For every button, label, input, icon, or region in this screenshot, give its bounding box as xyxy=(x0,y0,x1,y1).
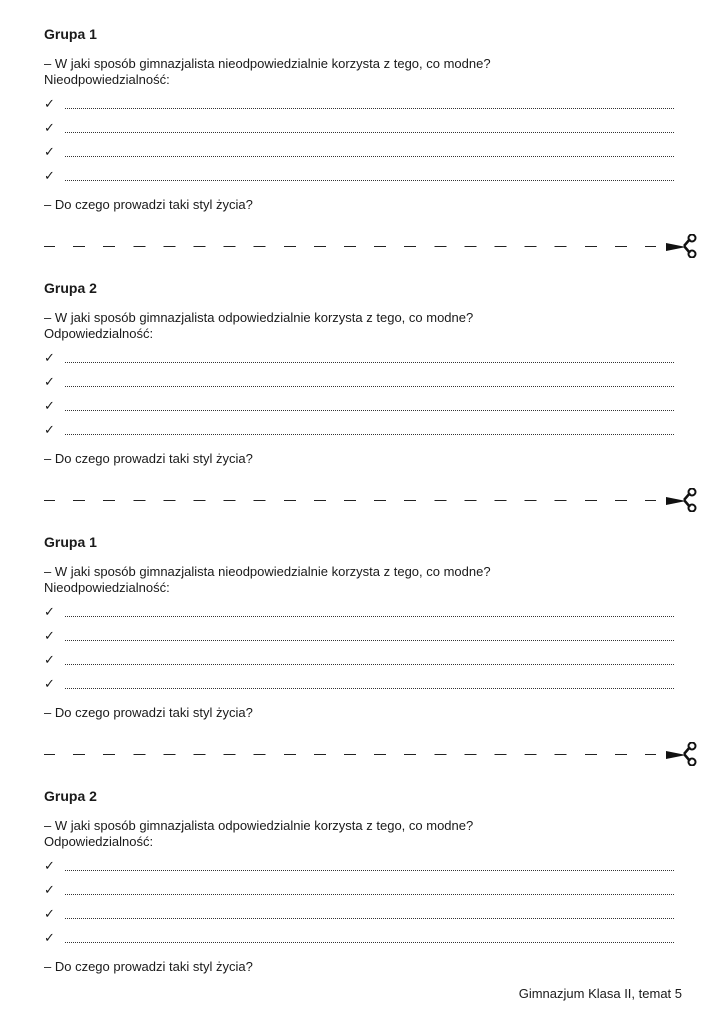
answer-line[interactable] xyxy=(44,652,674,670)
checkmark-icon: ✓ xyxy=(44,604,55,619)
dotted-line xyxy=(65,180,674,181)
scissors-icon xyxy=(664,234,698,258)
checkmark-icon: ✓ xyxy=(44,676,55,691)
group-title: Grupa 1 xyxy=(44,534,97,550)
final-question: – Do czego prowadzi taki styl życia? xyxy=(44,959,253,974)
cut-line xyxy=(44,490,664,510)
checkmark-icon: ✓ xyxy=(44,350,55,365)
answer-label: Odpowiedzialność: xyxy=(44,834,154,849)
page-footer: Gimnazjum Klasa II, temat 5 xyxy=(518,986,682,1001)
dashed-line xyxy=(44,246,656,247)
answer-line[interactable] xyxy=(44,96,674,114)
checkmark-icon: ✓ xyxy=(44,628,55,643)
dotted-line xyxy=(65,156,674,157)
final-question: – Do czego prowadzi taki styl życia? xyxy=(44,451,253,466)
answer-label: Odpowiedzialność: xyxy=(44,326,154,341)
question-text: – W jaki sposób gimnazjalista odpowiedzialnie korzysta z tego, co modne? xyxy=(44,818,474,833)
dotted-line xyxy=(65,132,674,133)
dotted-line xyxy=(65,616,674,617)
dotted-line xyxy=(65,870,674,871)
checkmark-icon: ✓ xyxy=(44,858,55,873)
answer-line[interactable] xyxy=(44,350,674,368)
checkmark-icon: ✓ xyxy=(44,652,55,667)
answer-line[interactable] xyxy=(44,676,674,694)
checkmark-icon: ✓ xyxy=(44,168,55,183)
dotted-line xyxy=(65,664,674,665)
group-section xyxy=(0,533,725,733)
checkmark-icon: ✓ xyxy=(44,906,55,921)
scissors-icon xyxy=(664,488,698,512)
dashed-line xyxy=(44,754,656,755)
dotted-line xyxy=(65,434,674,435)
answer-label: Nieodpowiedzialność: xyxy=(44,580,170,595)
question-text: – W jaki sposób gimnazjalista nieodpowiedzialnie korzysta z tego, co modne? xyxy=(44,56,491,71)
dotted-line xyxy=(65,640,674,641)
answer-line[interactable] xyxy=(44,398,674,416)
dotted-line xyxy=(65,942,674,943)
final-question: – Do czego prowadzi taki styl życia? xyxy=(44,705,253,720)
checkmark-icon: ✓ xyxy=(44,374,55,389)
answer-line[interactable] xyxy=(44,168,674,186)
answer-line[interactable] xyxy=(44,374,674,392)
checkmark-icon: ✓ xyxy=(44,120,55,135)
cut-line xyxy=(44,744,664,764)
question-text: – W jaki sposób gimnazjalista nieodpowiedzialnie korzysta z tego, co modne? xyxy=(44,564,491,579)
checkmark-icon: ✓ xyxy=(44,398,55,413)
group-section xyxy=(0,25,725,225)
checkmark-icon: ✓ xyxy=(44,144,55,159)
answer-line[interactable] xyxy=(44,906,674,924)
answer-line[interactable] xyxy=(44,604,674,622)
answer-line[interactable] xyxy=(44,858,674,876)
dotted-line xyxy=(65,386,674,387)
group-title: Grupa 2 xyxy=(44,788,97,804)
cut-line xyxy=(44,236,664,256)
checkmark-icon: ✓ xyxy=(44,96,55,111)
checkmark-icon: ✓ xyxy=(44,882,55,897)
dotted-line xyxy=(65,918,674,919)
answer-line[interactable] xyxy=(44,422,674,440)
answer-label: Nieodpowiedzialność: xyxy=(44,72,170,87)
dashed-line xyxy=(44,500,656,501)
dotted-line xyxy=(65,688,674,689)
group-title: Grupa 2 xyxy=(44,280,97,296)
scissors-icon xyxy=(664,742,698,766)
answer-line[interactable] xyxy=(44,882,674,900)
answer-line[interactable] xyxy=(44,930,674,948)
dotted-line xyxy=(65,108,674,109)
checkmark-icon: ✓ xyxy=(44,930,55,945)
answer-line[interactable] xyxy=(44,628,674,646)
dotted-line xyxy=(65,410,674,411)
checkmark-icon: ✓ xyxy=(44,422,55,437)
group-section xyxy=(0,279,725,479)
final-question: – Do czego prowadzi taki styl życia? xyxy=(44,197,253,212)
answer-line[interactable] xyxy=(44,120,674,138)
group-title: Grupa 1 xyxy=(44,26,97,42)
dotted-line xyxy=(65,894,674,895)
dotted-line xyxy=(65,362,674,363)
group-section xyxy=(0,787,725,987)
answer-line[interactable] xyxy=(44,144,674,162)
question-text: – W jaki sposób gimnazjalista odpowiedzialnie korzysta z tego, co modne? xyxy=(44,310,474,325)
